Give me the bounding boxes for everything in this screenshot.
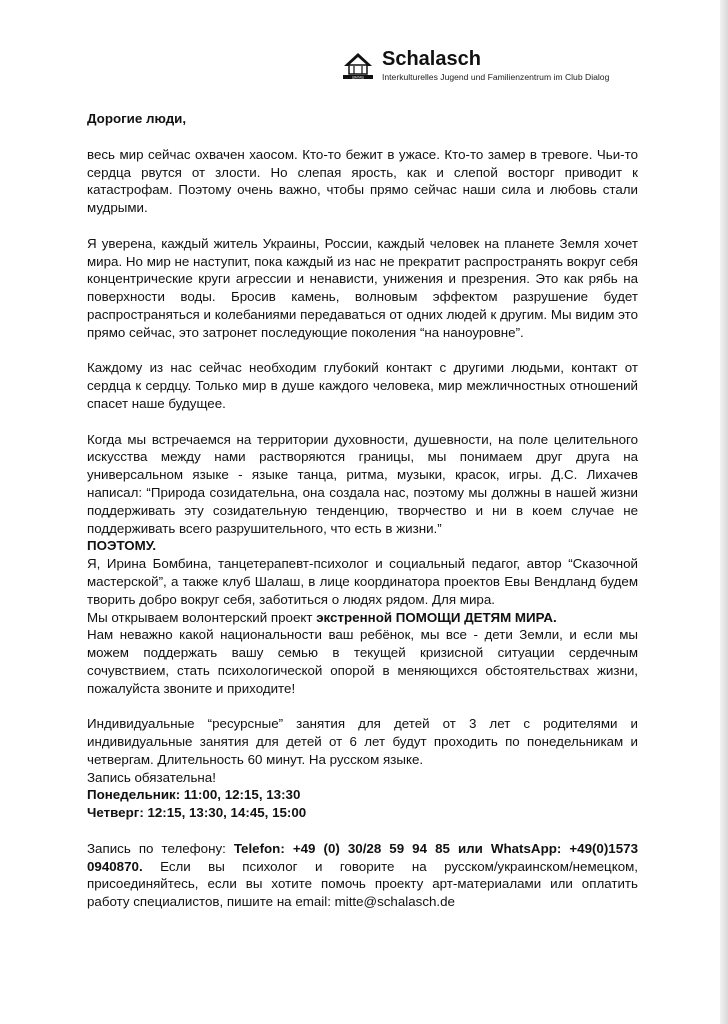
paragraph-6-bold: экстренной ПОМОЩИ ДЕТЯМ МИРА.: [316, 609, 557, 625]
therefore-heading: ПОЭТОМУ.: [87, 538, 157, 554]
logo-text: ШАЛАШ: [351, 75, 365, 80]
registration-note: Запись обязательна!: [87, 769, 216, 785]
paragraph-7: Нам неважно какой национальности ваш ребёнок, мы все - дети Земли, и если мы можем поддержать вашу семью в текущей кризисной ситуации сердечным сочувствием, стать психологической опорой в меняющихся обстоятельствах жизни, пожалуйста звоните и приходите!: [87, 627, 638, 696]
letterhead: [342, 48, 642, 88]
contact-paragraph: [87, 840, 638, 911]
paragraph-3: Каждому из нас сейчас необходим глубокий контакт с другими людьми, контакт от сердца к сердцу. Только мир в душе каждого человека, мир межличностных отношений спасет наше будущее.: [87, 360, 638, 411]
contact-prefix: Запись по телефону:: [87, 840, 234, 856]
paragraph-8: Индивидуальные “ресурсные” занятия для детей от 3 лет с родителями и индивидуальные занятия для детей от 6 лет будут проходить по понедельникам и четвергам. Длительность 60 минут. На русском языке.: [87, 716, 638, 767]
contact-suffix: Если вы психолог и говорите на русском/украинском/немецком, присоединяйтесь, если вы хотите помочь проекту арт-материалами или оплатить работу специалистов, пишите на email: mitte@schalasch.de: [87, 858, 638, 910]
letter-body: [87, 110, 638, 911]
page-edge-shadow: [720, 0, 728, 1024]
paragraph-6: [87, 609, 638, 627]
greeting: Дорогие люди,: [87, 111, 187, 126]
schedule-monday: Понедельник: 11:00, 12:15, 13:30: [87, 787, 301, 803]
paragraph-5: Я, Ирина Бомбина, танцетерапевт-психолог и социальный педагог, автор “Сказочной мастерской”, а также клуб Шалаш, в лице координатора проектов Евы Вендланд будем творить добро вокруг себя, заботиться о людях рядом. Для мира.: [87, 556, 638, 607]
schalasch-house-logo-icon: [342, 52, 374, 80]
paragraph-2: Я уверена, каждый житель Украины, России, каждый человек на планете Земля хочет мира. Но мир не наступит, пока каждый из нас не прекратит распространять вокруг себя концентрические круги агрессии и ненависти, унижения и презрения. Это как рябь на поверхности воды. Бросив камень, волновым эффектом разрушение будет распространяться и колебаниями передаваться от одних людей к другим. Мы видим это прямо сейчас, это затронет последующие поколения “на наноуровне”.: [87, 235, 638, 340]
brand-name: Schalasch: [382, 48, 481, 70]
paragraph-1: весь мир сейчас охвачен хаосом. Кто-то бежит в ужасе. Кто-то замер в тревоге. Чьи-то сердца рвутся от злости. Но слепая ярость, как и слепой восторг приводит к катастрофам. Поэтому очень важно, чтобы прямо сейчас наши сила и любовь стали мудрыми.: [87, 146, 638, 216]
schedule-thursday: Четверг: 12:15, 13:30, 14:45, 15:00: [87, 805, 307, 821]
paragraph-4: Когда мы встречаемся на территории духовности, душевности, на поле целительного искусства между нами растворяются границы, мы понимаем друг друга на универсальном языке - языке танца, ритма, музыки, красок, игры. Д.С. Лихачев написал: “Природа созидательна, она создала нас, поэтому мы должны в нашей жизни поддерживать эту созидательную тенденцию, творчество и ни в коем случае не поддерживать всего разрушительного, что есть в жизни.”: [87, 431, 638, 536]
paragraph-6-text: Мы открываем волонтерский проект: [87, 609, 317, 625]
contact-phones: Telefon: +49 (0) 30/28 59 94 85 или WhatsApp: +49(0)1573 0940870.: [87, 840, 638, 874]
brand-subtitle: Interkulturelles Jugend und Familienzentrum im Club Dialog: [382, 72, 610, 82]
